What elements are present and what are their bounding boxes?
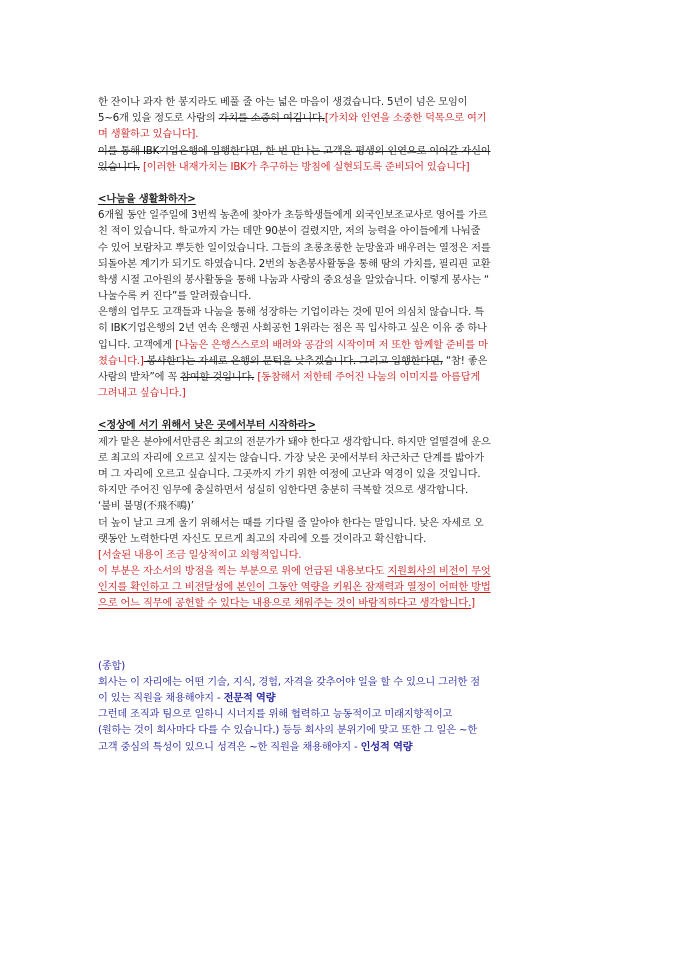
text-line: 하지만 주어진 임무에 충실하면서 성실히 임한다면 충분히 극복할 것으로 생각합니다. [98,485,469,497]
text-line: 한 잔이나 과자 한 봉지라도 베풀 줄 아는 넓은 마음이 생겼습니다. 5년이 넘은 모임이 [98,97,468,108]
text-line: 그런데 조직과 팀으로 일하니 시너지를 위해 협력하고 능동적이고 미래지향적이고 [98,709,453,721]
section-heading: <나눔을 생활화하자> [98,193,196,205]
text-line: (원하는 것이 회사마다 다를 수 있습니다.) 등등 회사의 분위기에 맞고 또한 그 일은 ~한 [98,725,478,737]
text-span: 5~6개 있을 정도로 사람의 [98,113,219,125]
emphasis-text: 인성적 역량 [360,741,413,753]
text-line: 되돌아본 계기가 되기도 하였습니다. 2번의 농촌봉사활동을 통해 땀의 가치를, 필리핀 교환 [98,258,491,270]
document-page [98,95,590,756]
text-line: 학생 시절 고아원의 봉사활동을 통해 나눔과 사랑의 중요성을 알았습니다. 이렇게 봉사는 “ [98,274,490,286]
section-start-low [98,418,590,612]
text-line: 은행의 업무도 고객들과 나눔을 통해 성장하는 기업이라는 것에 믿어 의심치 않습니다. 특 [98,307,484,319]
correction-text: 며 생활하고 있습니다]. [98,129,199,141]
section-heading: (종합) [98,660,126,672]
text-line: 친 적이 있습니다. 학교까지 가는 데만 90분이 걸렸지만, 저의 능력을 아이들에게 나눠줄 [98,226,481,238]
text-line: ‘불비 불명(不飛不鳴)’ [98,501,194,513]
text-line [98,370,590,386]
text-line [98,111,590,127]
text-line: 수 있어 보람차고 뿌듯한 일이었습니다. 그들의 초롱초롱한 눈망울과 배우려는 열정은 저를 [98,242,491,254]
correction-text: [이러한 내재가치는 IBK가 추구하는 방침에 실현되도록 준비되어 있습니다] [139,161,470,173]
struck-text: 가치를 소중히 여깁니다. [218,113,325,125]
text-span: 입니다. 고객에게 [98,339,176,351]
section-summary [98,659,590,756]
text-line [98,160,590,176]
text-span: 이 있는 직원을 채용해야지 - [98,693,224,704]
section-sharing [98,192,590,402]
text-line: 회사는 이 자리에는 어떤 기술, 지식, 경험, 자격을 갖추어야 일을 할 수 있으니 그러한 점 [98,676,480,688]
section-heading: <정상에 서기 위해서 낮은 곳에서부터 시작하라> [98,420,316,432]
underlined-comment: 으로 어느 직무에 공헌할 수 있다는 내용으로 채워주는 것이 바람직하다고 생각합니다. [98,598,472,610]
text-span: 사람의 밭차”에 꼭 [98,372,181,383]
text-line: 나눌수록 커 진다”를 알려줬습니다. [98,291,252,303]
correction-text: 그려내고 싶습니다.] [98,388,186,400]
struck-text: 있습니다. [98,161,140,173]
text-line: 6개월 동안 일주일에 3번씩 농촌에 찾아가 초등학생들에게 외국인보조교사로 영어를 가르 [98,210,488,222]
struck-text: 이를 통해 IBK기업은행에 입행한다면, 한 번 만나는 고객을 평생의 인연으로 이어갈 자신이 [98,145,491,157]
text-line [98,691,590,707]
underlined-comment: 인지를 확인하고 그 비전달성에 본인이 그동안 역량을 키워온 잠재력과 열정이 어떠한 방법 [98,582,491,594]
correction-text: ] [471,598,475,610]
section-values [98,95,590,176]
text-line: 히 IBK기업은행의 2년 연속 은행권 사회공헌 1위라는 점은 꼭 입사하고 싶은 이유 중 하나 [98,323,487,335]
review-comment: [서술된 내용이 조금 일상적이고 외형적입니다. [98,549,302,561]
struck-text: 참여할 것입니다. [180,372,255,383]
struck-text: 봉사한다는 자세로 은행의 문턱을 낮추겠습니다. 그리고 입행한다면, [143,355,443,367]
review-comment [98,596,590,612]
underlined-comment: 지원회사의 비전이 무엇 [387,566,491,578]
review-comment [98,564,590,580]
text-line [98,740,590,756]
text-span: 고객 중심의 특성이 있으니 성격은 ~한 직원을 채용해야지 - [98,741,361,753]
text-line: 더 높이 날고 크게 울기 위해서는 때를 기다릴 줄 알아야 한다는 말입니다. 낮은 자세로 오 [98,517,484,529]
text-line: 며 그 자리에 오르고 싶습니다. 그곳까지 가기 위한 여정에 고난과 역경이 있을 것입니다. [98,468,481,480]
text-span: “참! 좋은 [442,355,488,367]
text-line: 제가 맡은 분야에서만큼은 최고의 전문가가 돼야 한다고 생각합니다. 하지만 얼떨결에 운으 [98,436,491,448]
correction-text: [가치와 인연을 소중한 덕목으로 여기 [324,113,487,125]
emphasis-text: 전문적 역량 [223,693,276,704]
correction-text: [동참해서 저한테 주어진 나눔의 이미지를 아름답게 [254,372,481,383]
text-line [98,338,590,354]
correction-text: 쳤습니다.] [98,355,144,367]
text-line: 로 최고의 자리에 오르고 싶지는 않습니다. 가장 낮은 곳에서부터 차근차근 단계를 밟아가 [98,452,484,464]
correction-text: 이 부분은 자소서의 방점을 찍는 부분으로 위에 언급된 내용보다도 [98,566,388,578]
text-line [98,354,590,370]
text-line: 랫동안 노력한다면 자신도 모르게 최고의 자리에 오를 것이라고 확신합니다. [98,533,427,545]
correction-text: [나눔은 은행스스로의 배려와 공감의 시작이며 저 또한 함께할 준비를 마 [175,339,488,351]
